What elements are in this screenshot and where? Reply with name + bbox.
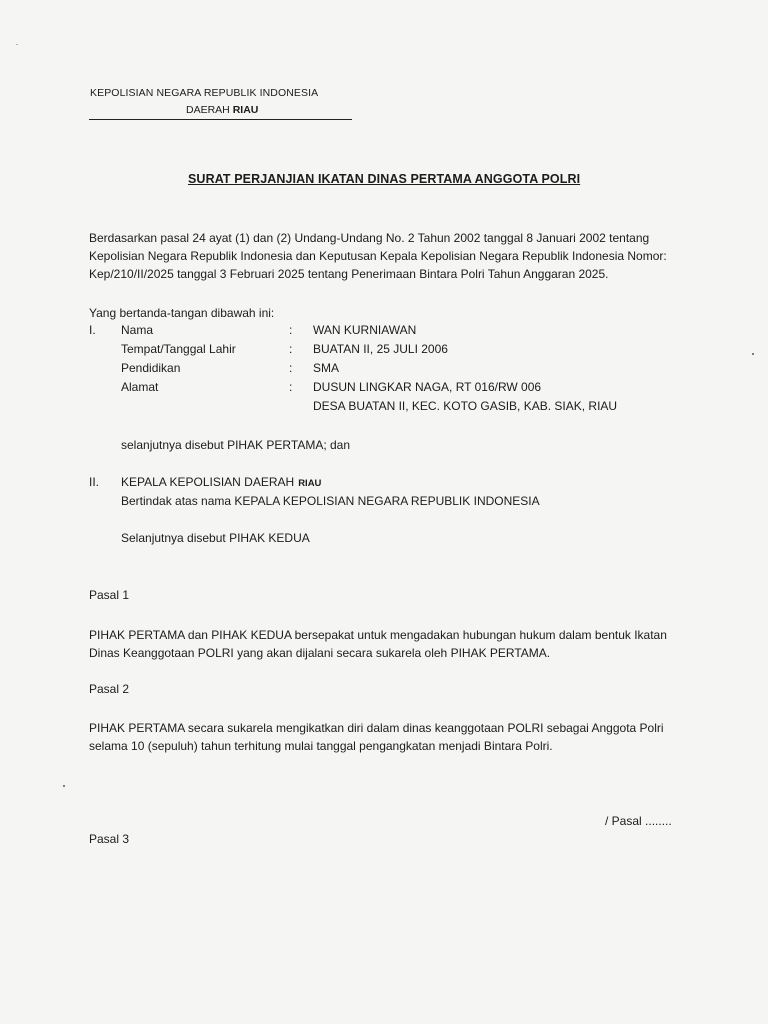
field-value-ttl: BUATAN II, 25 JULI 2006 xyxy=(313,342,448,356)
party2-number: II. xyxy=(89,475,100,489)
field-colon: : xyxy=(289,342,293,356)
pasal1-line-1: PIHAK PERTAMA dan PIHAK KEDUA bersepakat untuk mengadakan hubungan hukum dalam bentuk Ikatan xyxy=(89,628,667,642)
party2-title-text: KEPALA KEPOLISIAN DAERAH xyxy=(121,475,295,489)
pasal1-line-2: Dinas Keanggotaan POLRI yang akan dijalani secara sukarela oleh PIHAK PERTAMA. xyxy=(89,646,551,660)
pasal2-heading: Pasal 2 xyxy=(89,682,130,696)
intro-line-3: Kep/210/II/2025 tanggal 3 Februari 2025 tentang Penerimaan Bintara Polri Tahun Anggaran 2025. xyxy=(89,267,609,281)
pasal3-heading: Pasal 3 xyxy=(89,832,130,846)
field-colon: : xyxy=(289,323,293,337)
intro-line-2: Kepolisian Negara Republik Indonesia dan Keputusan Kepala Kepolisian Negara Republik Indonesia Nomor: xyxy=(89,249,667,263)
field-value-nama: WAN KURNIAWAN xyxy=(313,323,417,337)
header-region xyxy=(186,104,258,116)
pasal2-line-1: PIHAK PERTAMA secara sukarela mengikatkan diri dalam dinas keanggotaan POLRI sebagai Anggota Polri xyxy=(89,721,664,735)
field-colon: : xyxy=(289,380,293,394)
field-label-ttl: Tempat/Tanggal Lahir xyxy=(121,342,236,356)
header-institution: KEPOLISIAN NEGARA REPUBLIK INDONESIA xyxy=(90,87,319,99)
field-value-alamat-line2: DESA BUATAN II, KEC. KOTO GASIB, KAB. SIAK, RIAU xyxy=(313,399,618,413)
party1-number: I. xyxy=(89,323,96,337)
field-value-pendidikan: SMA xyxy=(313,361,340,375)
header-region-prefix: DAERAH xyxy=(186,104,230,116)
scan-speck xyxy=(16,44,18,45)
field-label-pendidikan: Pendidikan xyxy=(121,361,181,375)
field-colon: : xyxy=(289,361,293,375)
header-region-name: RIAU xyxy=(232,104,259,116)
party2-title xyxy=(121,475,321,489)
field-value-alamat: DUSUN LINGKAR NAGA, RT 016/RW 006 xyxy=(313,380,542,394)
scan-speck xyxy=(752,353,754,355)
pasal1-heading: Pasal 1 xyxy=(89,588,130,602)
signatories-intro: Yang bertanda-tangan dibawah ini: xyxy=(89,306,275,320)
party2-designation: Selanjutnya disebut PIHAK KEDUA xyxy=(121,531,310,545)
header-underline xyxy=(89,119,352,120)
party2-region: RIAU xyxy=(298,478,322,489)
field-label-alamat: Alamat xyxy=(121,380,159,394)
party1-designation: selanjutnya disebut PIHAK PERTAMA; dan xyxy=(121,438,351,452)
field-label-nama: Nama xyxy=(121,323,154,337)
continued-marker: / Pasal ........ xyxy=(605,814,672,828)
pasal2-line-2: selama 10 (sepuluh) tahun terhitung mulai tanggal pengangkatan menjadi Bintara Polri. xyxy=(89,739,553,753)
intro-line-1: Berdasarkan pasal 24 ayat (1) dan (2) Undang-Undang No. 2 Tahun 2002 tanggal 8 Januari 2002 tentang xyxy=(89,231,650,245)
scan-speck xyxy=(63,785,65,787)
document-title: SURAT PERJANJIAN IKATAN DINAS PERTAMA ANGGOTA POLRI xyxy=(188,172,581,186)
party2-acting: Bertindak atas nama KEPALA KEPOLISIAN NEGARA REPUBLIK INDONESIA xyxy=(121,494,540,508)
